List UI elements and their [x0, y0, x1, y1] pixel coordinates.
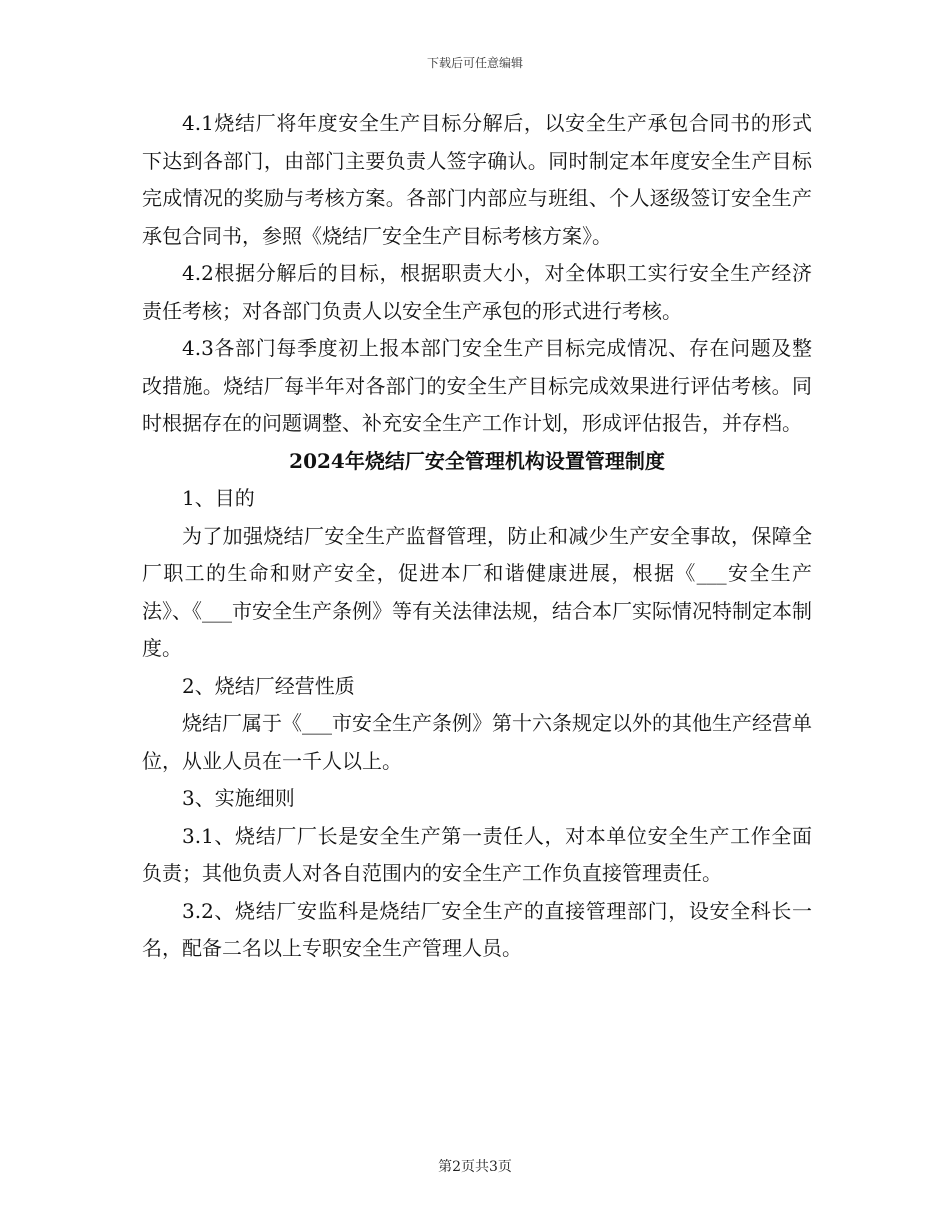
heading-purpose: 1、目的 — [182, 486, 255, 510]
paragraph-4-3: 4.3各部门每季度初上报本部门安全生产目标完成情况、存在问题及整改措施。烧结厂每半年对各部门的安全生产目标完成效果进行评估考核。同时根据存在的问题调整、补充安全生产工作计划，形成评估报告，并存档。 — [142, 336, 812, 435]
paragraph-purpose: 为了加强烧结厂安全生产监督管理，防止和减少生产安全事故，保障全厂职工的生命和财产安全，促进本厂和谐健康进展，根据《___安全生产法》、《___市安全生产条例》等有关法律法规，结合本厂实际情况特制定本制度。 — [142, 523, 812, 660]
paragraph-nature: 烧结厂属于《___市安全生产条例》第十六条规定以外的其他生产经营单位，从业人员在一千人以上。 — [142, 711, 812, 773]
section-title: 2024年烧结厂安全管理机构设置管理制度 — [289, 448, 665, 473]
document-body — [142, 105, 812, 968]
page-header: 下载后可任意编辑 — [426, 56, 523, 70]
page-footer: 第2页共3页 — [438, 1159, 512, 1175]
paragraph-4-2: 4.2根据分解后的目标，根据职责大小，对全体职工实行安全生产经济责任考核；对各部门负责人以安全生产承包的形式进行考核。 — [142, 261, 812, 323]
heading-rules: 3、实施细则 — [182, 786, 295, 810]
paragraph-3-2: 3.2、烧结厂安监科是烧结厂安全生产的直接管理部门，设安全科长一名，配备二名以上专职安全生产管理人员。 — [142, 898, 812, 960]
paragraph-4-1: 4.1烧结厂将年度安全生产目标分解后，以安全生产承包合同书的形式下达到各部门，由部门主要负责人签字确认。同时制定本年度安全生产目标完成情况的奖励与考核方案。各部门内部应与班组、个人逐级签订安全生产承包合同书，参照《烧结厂安全生产目标考核方案》。 — [142, 111, 812, 248]
paragraph-3-1: 3.1、烧结厂厂长是安全生产第一责任人，对本单位安全生产工作全面负责；其他负责人对各自范围内的安全生产工作负直接管理责任。 — [142, 823, 812, 885]
heading-nature: 2、烧结厂经营性质 — [182, 673, 355, 698]
